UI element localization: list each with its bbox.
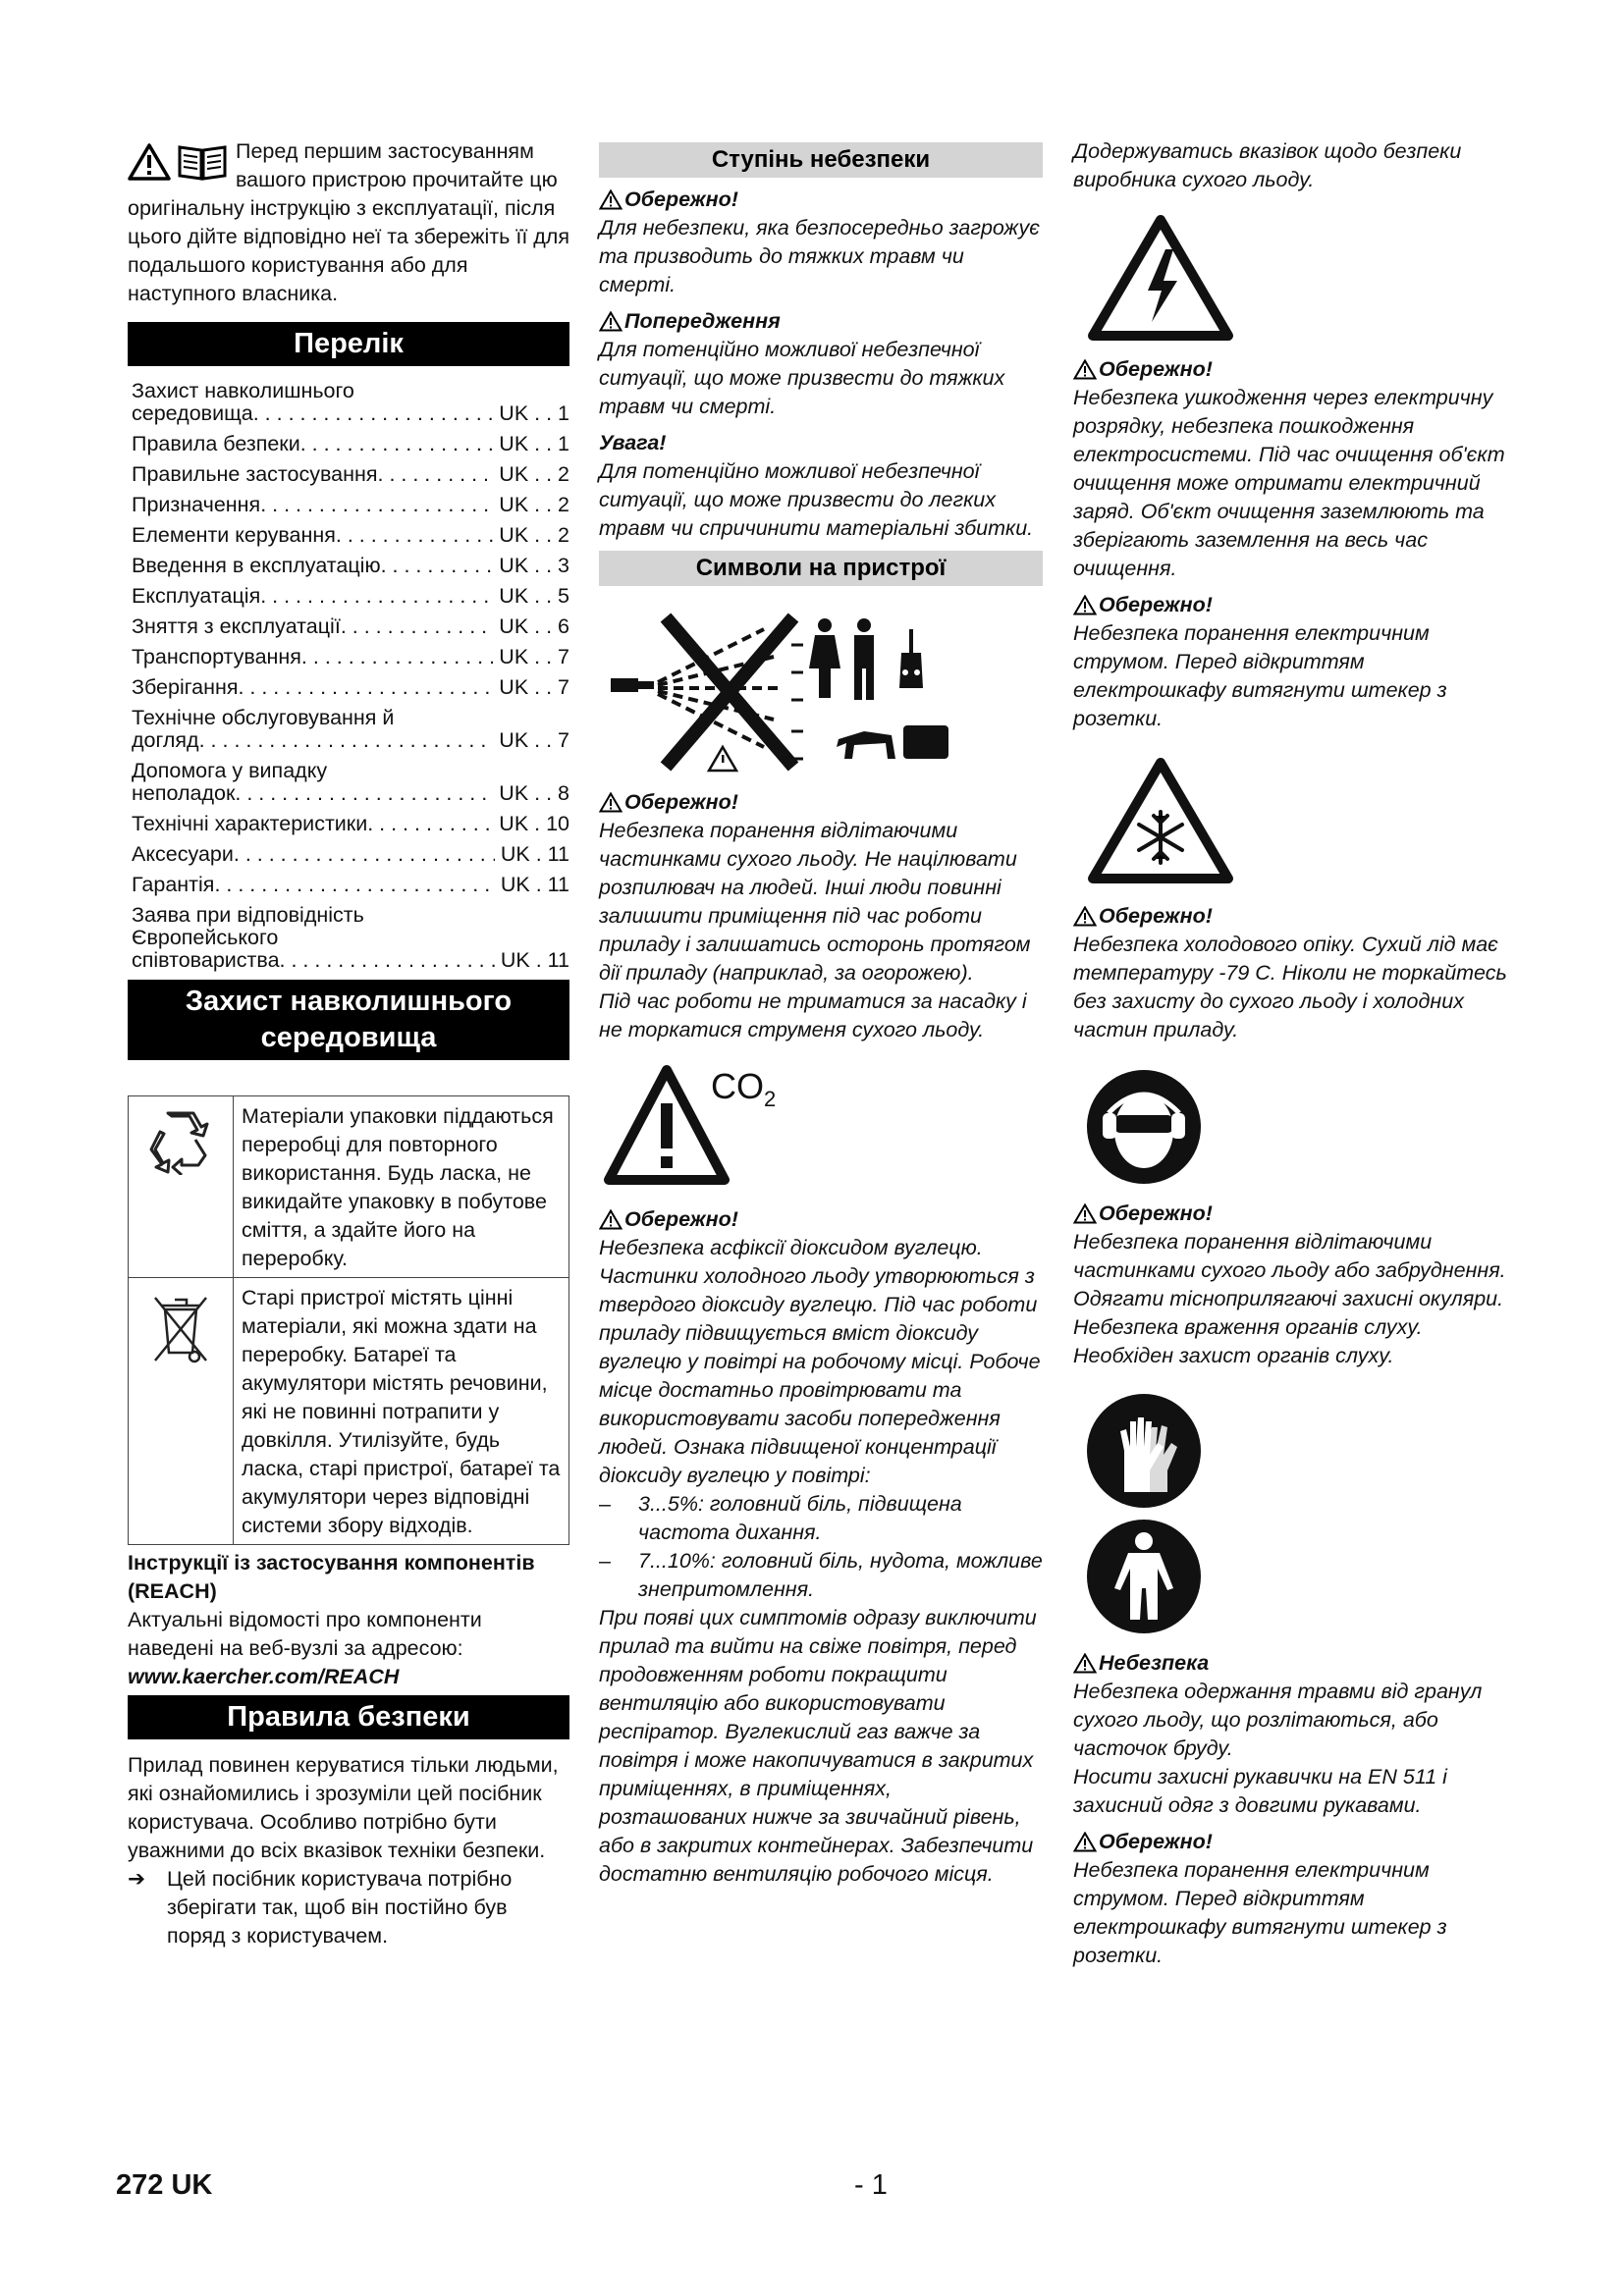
toc-leader-dots xyxy=(280,949,495,972)
no-spray-at-people-icon xyxy=(607,610,960,776)
warning-triangle-icon xyxy=(1073,1832,1097,1852)
toc-item[interactable] xyxy=(132,813,569,835)
toc-item[interactable] xyxy=(132,707,569,752)
cold-warning-title: Обережно! xyxy=(1073,902,1515,931)
warning-triangle-icon xyxy=(599,189,623,210)
danger-level-title: Попередження xyxy=(599,307,1043,336)
ears-warning-text: Небезпека враження органів слуху. Необхіден захист органів слуху. xyxy=(1073,1315,1423,1367)
toc-item-line xyxy=(132,463,569,486)
toc-item-label: Правила безпеки xyxy=(132,432,300,455)
co2-warning-title: Обережно! xyxy=(599,1205,1043,1234)
toc-item-label-line: Заява при відповідність xyxy=(132,903,364,927)
co2-warning-text-2: При появі цих симптомів одразу виключити прилад та вийти на свіже повітря, перед продовженням роботи покращити вентиляцію або використовувати респіратор. Вуглекислий газ важче за повітря і може накопичуватися в закритих приміщеннях, в приміщеннях, розташованих нижче за звичайний рівень, або в закритих контейнерах. Забезпечити достатню вентиляцію робочого місця. xyxy=(599,1606,1037,1886)
toc-item[interactable] xyxy=(132,760,569,805)
toc-leader-dots xyxy=(341,615,493,638)
toc-item-line xyxy=(132,615,569,638)
environment-table xyxy=(128,1095,569,1545)
toc-item-page: UK . 11 xyxy=(500,842,569,866)
last-warning-text: Небезпека поранення електричним струмом. Перед відкриттям електрошкафу витягнути штекер з розетки. xyxy=(1073,1858,1447,1967)
recycle-cell xyxy=(129,1096,234,1278)
toc-item-page: UK . . 6 xyxy=(499,614,569,638)
toc-leader-dots xyxy=(199,729,494,752)
warning-triangle-icon xyxy=(1073,359,1097,380)
eyes-warning-text: Небезпека поранення відлітаючими частинками сухого льоду або забруднення. Одягати тіснoприлягаючі захисні окуляри. xyxy=(1073,1230,1506,1310)
toc-item[interactable] xyxy=(132,585,569,608)
toc-item-label: Гарантія xyxy=(132,873,215,896)
safety-text: Прилад повинен керуватися тільки людьми, які ознайомились і зрозуміли цей посібник користувача. Особливо потрібно бути уважними до всіх вказівок техніки безпеки. xyxy=(128,1753,559,1862)
old-devices-text: Старі пристрої містять цінні матеріали, які можна здати на переробку. Батареї та акумулятори містять речовини, які не повинні потрапити у довкілля. Утилізуйте, будь ласка, старі пристрої, батареї та акумулятори через відповідні системи збору відходів. xyxy=(234,1278,569,1545)
toc-item-line xyxy=(132,676,569,699)
safety-arrow-item: ➔ Цей посібник користувача потрібно зберігати так, щоб він постійно був поряд з користувачем. xyxy=(128,1865,569,1950)
toc-leader-dots xyxy=(214,874,494,896)
symbol-warning-text: Небезпека поранення відлітаючими частинками сухого льоду. Не націлювати розпилювач на людей. Інші люди повинні залишити приміщення під час роботи приладу і залишатись осторонь протягом дії приладу (наприклад, за огорожею). xyxy=(599,819,1031,985)
toc-item[interactable] xyxy=(132,615,569,638)
toc-item-label: Елементи керування xyxy=(132,523,336,547)
toc-item-label-line: Європейського xyxy=(132,926,279,949)
toc-item-line xyxy=(132,813,569,835)
list-item: – 3...5%: головний біль, підвищена частота дихання. xyxy=(599,1492,962,1544)
toc-leader-dots xyxy=(234,843,495,866)
arrow-icon: ➔ xyxy=(128,1867,146,1891)
toc-heading: Перелік xyxy=(128,322,569,366)
symbol-warning-text: Під час роботи не триматися за насадку і не торкатися струменя сухого льоду. xyxy=(599,989,1027,1041)
toc-item[interactable] xyxy=(132,874,569,896)
toc-item[interactable] xyxy=(132,433,569,455)
danger-level-text: Для потенційно можливої небезпечної ситуації, що може призвести до тяжких травм чи смерті. xyxy=(599,338,1005,418)
toc-leader-dots xyxy=(301,646,493,668)
symbol-warning-title: Обережно! xyxy=(599,788,1043,817)
protective-clothing-icon xyxy=(1085,1518,1203,1635)
table-of-contents xyxy=(128,380,569,972)
toc-item-page: UK . . 7 xyxy=(499,728,569,752)
warning-triangle-icon xyxy=(599,1209,623,1230)
symbols-heading: Символи на пристрої xyxy=(599,551,1043,586)
toc-item-line xyxy=(132,555,569,577)
danger-level-text: Для потенційно можливої небезпечної ситуації, що може призвести до легких травм чи спричинити матеріальні збитки. xyxy=(599,459,1034,540)
table-row xyxy=(129,1278,569,1545)
toc-item[interactable] xyxy=(132,524,569,547)
toc-leader-dots xyxy=(238,676,493,699)
packaging-text: Матеріали упаковки піддаються переробці для повторного використання. Будь ласка, не викидайте упаковку в побутове сміття, а здайте його на переробку. xyxy=(234,1096,569,1278)
toc-item-label-line: Захист навколишнього xyxy=(132,379,354,402)
toc-item-line xyxy=(132,874,569,896)
toc-item[interactable] xyxy=(132,463,569,486)
weee-cell xyxy=(129,1278,234,1545)
reach-title: Інструкції із застосування компонентів (REACH) xyxy=(128,1551,535,1603)
reach-url[interactable]: www.kaercher.com/REACH xyxy=(128,1665,400,1688)
toc-item-line xyxy=(132,494,569,516)
toc-item[interactable] xyxy=(132,843,569,866)
recycle-icon xyxy=(146,1110,215,1175)
eyes-warning-title: Обережно! xyxy=(1073,1200,1515,1228)
toc-leader-dots xyxy=(300,433,494,455)
danger-level-text: Для небезпеки, яка безпосередньо загрожує та призводить до тяжких травм чи смерті. xyxy=(599,216,1040,296)
column-right xyxy=(1073,137,1515,1970)
toc-leader-dots xyxy=(336,524,493,547)
co2-symptom-list xyxy=(599,1490,1043,1604)
page-footer-left: 272 UK xyxy=(116,2169,213,2201)
co2-warning-text: Небезпека асфіксії діоксидом вуглецю. Частинки холодного льоду утворюються з твердого діоксиду вуглецю. Під час роботи приладу підвищується вміст діоксиду вуглецю у повітрі на робочому місці. Робоче місце достатньо провітрювати та використовувати засоби попередження людей. Ознака підвищеної концентрації діоксиду вуглецю у повітрі: xyxy=(599,1236,1041,1487)
toc-item-line xyxy=(132,729,569,752)
column-left xyxy=(128,137,569,1950)
toc-item-line xyxy=(132,524,569,547)
electric-hazard-icon xyxy=(1087,214,1234,342)
toc-item-label: Експлуатація xyxy=(132,584,261,608)
toc-item-label: Зняття з експлуатації xyxy=(132,614,341,638)
toc-item-page: UK . 11 xyxy=(500,873,569,896)
danger-warning-text: Небезпека одержання травми від гранул сухого льоду, що розлітаються, або часточок бруду. xyxy=(1073,1680,1483,1760)
toc-item-label: середовища xyxy=(132,401,253,425)
toc-item[interactable] xyxy=(132,676,569,699)
warning-triangle-icon xyxy=(1073,1653,1097,1674)
toc-item[interactable] xyxy=(132,494,569,516)
toc-item-page: UK . . 1 xyxy=(499,432,569,455)
toc-item-label: неполадок xyxy=(132,781,236,805)
co2-label: $CO_2$ xyxy=(711,1066,777,1112)
warning-triangle-icon xyxy=(128,143,171,181)
electric-warning-title: Обережно! xyxy=(1073,355,1515,384)
toc-item[interactable] xyxy=(132,904,569,972)
last-warning-title: Обережно! xyxy=(1073,1828,1515,1856)
page-number: - 1 xyxy=(854,2169,888,2201)
toc-item-label-line: Технічне обслуговування й xyxy=(132,706,395,729)
toc-item-page: UK . . 8 xyxy=(499,781,569,805)
toc-leader-dots xyxy=(378,463,494,486)
crossed-bin-icon xyxy=(149,1292,212,1366)
toc-item-line xyxy=(132,402,569,425)
warning-triangle-icon xyxy=(1073,906,1097,927)
toc-item-label: Технічні характеристики xyxy=(132,812,368,835)
warning-triangle-icon xyxy=(1073,595,1097,615)
toc-item-line xyxy=(132,782,569,805)
danger-level-title: Обережно! xyxy=(599,186,1043,214)
list-item: – 7...10%: головний біль, нудота, можливе знепритомлення. xyxy=(599,1549,1043,1601)
toc-item-label: співтовариства xyxy=(132,948,280,972)
toc-item-page: UK . . 2 xyxy=(499,523,569,547)
toc-item-label: Призначення xyxy=(132,493,261,516)
reach-text: Актуальні відомості про компоненти наведені на веб-вузлі за адресою: xyxy=(128,1608,482,1660)
cold-warning-text: Небезпека холодового опіку. Сухий лід має температуру -79 C. Ніколи не торкайтесь без захисту до сухого льоду і холодних частин приладу. xyxy=(1073,933,1507,1041)
electric-warning-text: Небезпека ушкодження через електричну розрядку, небезпека пошкодження електросистеми. Під час очищення об'єкт очищення може отримати електричний заряд. Об'єкт очищення заземлюють та зберігають заземлення на весь час очищення. xyxy=(1073,386,1505,580)
toc-item-line xyxy=(132,433,569,455)
toc-leader-dots xyxy=(253,402,494,425)
manual-book-icon xyxy=(177,143,228,181)
intro-paragraph: Перед першим застосуванням вашого пристрою прочитайте цю оригінальну інструкцію з експлуатації, після цього дійте відповідно неї та збережіть її для подальшого користування або для наступного власника. xyxy=(128,139,569,305)
toc-item-label: Транспортування xyxy=(132,645,301,668)
co2-warning-pictogram xyxy=(603,1064,839,1192)
toc-leader-dots xyxy=(381,555,494,577)
column-middle xyxy=(599,142,1043,1889)
danger-levels-heading: Ступінь небезпеки xyxy=(599,142,1043,178)
danger-warning-title: Небезпека xyxy=(1073,1649,1515,1678)
toc-item-label: Аксесуари xyxy=(132,842,234,866)
toc-item-label: Зберігання xyxy=(132,675,239,699)
toc-item-page: UK . . 2 xyxy=(499,462,569,486)
danger-warning-text-2: Носити захисні рукавички на EN 511 і захисний одяг з довгими рукавами. xyxy=(1073,1765,1447,1817)
table-row xyxy=(129,1096,569,1278)
safety-heading: Правила безпеки xyxy=(128,1695,569,1739)
toc-item-line xyxy=(132,843,569,866)
toc-item-line xyxy=(132,646,569,668)
toc-item-page: UK . . 7 xyxy=(499,645,569,668)
toc-item[interactable] xyxy=(132,555,569,577)
danger-level-title: Увага! xyxy=(599,431,667,454)
toc-item-label: догляд xyxy=(132,728,199,752)
toc-leader-dots xyxy=(260,585,493,608)
intro-icons xyxy=(128,143,228,188)
toc-item-page: UK . . 3 xyxy=(499,554,569,577)
shock-warning-text: Небезпека поранення електричним струмом. Перед відкриттям електрошкафу витягнути штекер з розетки. xyxy=(1073,621,1447,730)
toc-item-page: UK . . 2 xyxy=(499,493,569,516)
toc-item-page: UK . . 7 xyxy=(499,675,569,699)
toc-item-page: UK . 10 xyxy=(499,812,569,835)
dry-ice-intro: Додержуватись вказівок щодо безпеки виробника сухого льоду. xyxy=(1073,139,1462,191)
toc-item-line xyxy=(132,585,569,608)
toc-item[interactable] xyxy=(132,380,569,425)
toc-item-label-line: Допомога у випадку xyxy=(132,759,328,782)
toc-item-line xyxy=(132,949,569,972)
gloves-protection-icon xyxy=(1085,1392,1203,1510)
warning-triangle-icon xyxy=(599,311,623,332)
toc-leader-dots xyxy=(367,813,493,835)
toc-item-page: UK . . 1 xyxy=(499,401,569,425)
toc-item[interactable] xyxy=(132,646,569,668)
eye-ear-protection-icon xyxy=(1085,1068,1203,1186)
toc-item-page: UK . 11 xyxy=(500,948,569,972)
cold-hazard-icon xyxy=(1087,757,1234,884)
shock-warning-title: Обережно! xyxy=(1073,591,1515,619)
warning-triangle-icon xyxy=(599,792,623,813)
toc-item-label: Правильне застосування xyxy=(132,462,378,486)
toc-item-label: Введення в експлуатацію xyxy=(132,554,381,577)
warning-triangle-icon xyxy=(1073,1203,1097,1224)
toc-item-page: UK . . 5 xyxy=(499,584,569,608)
toc-leader-dots xyxy=(235,782,493,805)
env-heading: Захист навколишнього середовища xyxy=(128,980,569,1060)
toc-leader-dots xyxy=(260,494,493,516)
